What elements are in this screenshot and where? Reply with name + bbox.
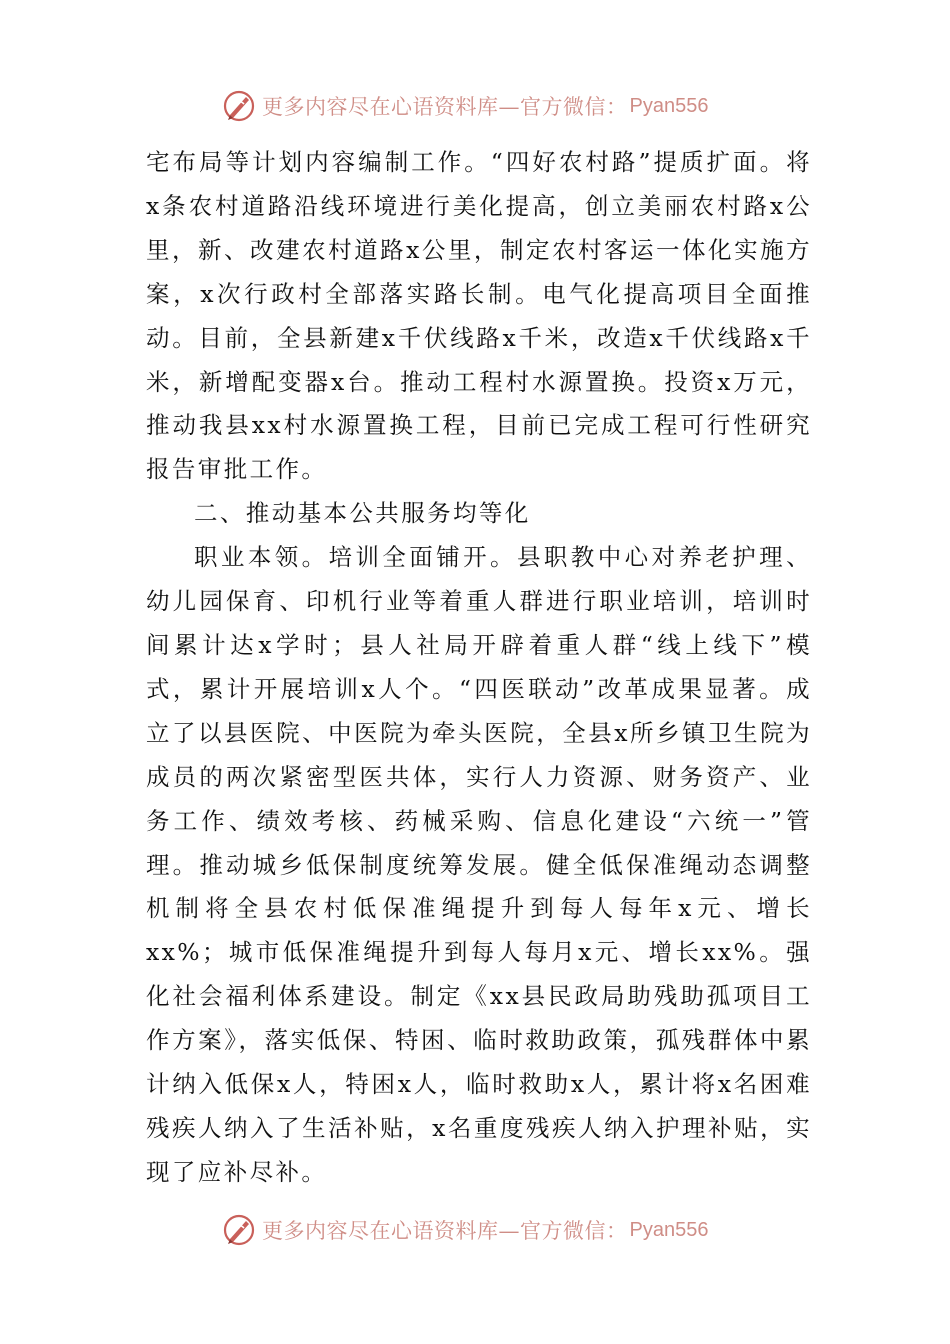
- watermark-id: Pyan556: [629, 94, 709, 117]
- watermark-id: Pyan556: [629, 1218, 709, 1241]
- header-watermark: [222, 88, 742, 124]
- document-body: [146, 141, 812, 1195]
- footer-watermark: [222, 1212, 742, 1248]
- paragraph-2: 职业本领。培训全面铺开。县职教中心对养老护理、幼儿园保育、印机行业等着重人群进行职业培训，培训时间累计达x学时；县人社局开辟着重人群“线上线下”模式，累计开展培训x人个。“四医联动”改革成果显著。成立了以县医院、中医院为牵头医院，全县x所乡镇卫生院为成员的两次紧密型医共体，实行人力资源、财务资产、业务工作、绩效考核、药械采购、信息化建设“六统一”管理。推动城乡低保制度统筹发展。健全低保准绳动态调整机制将全县农村低保准绳提升到每人每年x元、增长xx%；城市低保准绳提升到每人每月x元、增长xx%。强化社会福利体系建设。制定《xx县民政局助残助孤项目工作方案》，落实低保、特困、临时救助政策，孤残群体中累计纳入低保x人，特困x人，临时救助x人，累计将x名困难残疾人纳入了生活补贴，x名重度残疾人纳入护理补贴，实现了应补尽补。: [146, 543, 812, 1186]
- watermark-text: 更多内容尽在心语资料库—官方微信：: [262, 1219, 628, 1243]
- section-heading-2: 二、推动基本公共服务均等化: [194, 499, 531, 528]
- paragraph-1: 宅布局等计划内容编制工作。“四好农村路”提质扩面。将x条农村道路沿线环境进行美化提高，创立美丽农村路x公里，新、改建农村道路x公里，制定农村客运一体化实施方案，x次行政村全部落实路长制。电气化提高项目全面推动。目前，全县新建x千伏线路x千米，改造x千伏线路x千米，新增配变器x台。推动工程村水源置换。投资x万元，推动我县xx村水源置换工程，目前已完成工程可行性研究报告审批工作。: [146, 148, 812, 484]
- watermark-text: 更多内容尽在心语资料库—官方微信：: [262, 95, 628, 119]
- pen-logo-icon: [222, 89, 256, 123]
- pen-logo-icon: [222, 1213, 256, 1247]
